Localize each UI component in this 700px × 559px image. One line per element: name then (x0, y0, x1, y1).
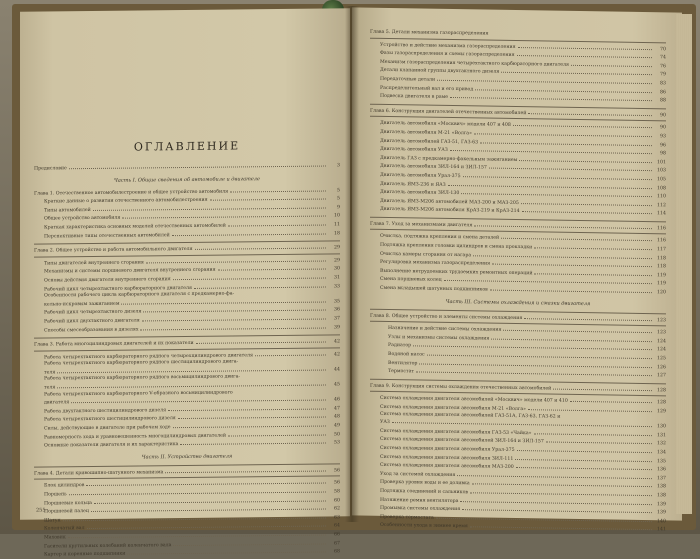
toc-entry-label: Система охлаждения двигателя автомобиля Урал-375 (380, 446, 515, 455)
toc-entry-label: теля (44, 370, 55, 377)
toc-entry-page: 137 (654, 476, 666, 483)
toc-entry-page: 141 (654, 527, 666, 534)
toc-entry-page: 35 (328, 299, 340, 306)
toc-entry-label: Двигатель автомобиля «Москвич» модели 407 и 408 (380, 121, 511, 130)
toc-entry-label: Типы двигателей внутреннего сгорания (44, 260, 144, 268)
toc-entry-page: 31 (328, 275, 340, 282)
toc-entry-label: Назначение и действие системы охлаждения (388, 326, 501, 334)
toc-entry-page: 134 (654, 450, 666, 457)
toc-entry-label: Водяной насос (388, 352, 425, 359)
toc-entry-label: Передаточные детали (380, 77, 435, 84)
chapter-title: Глава 4. Детали кривошипно-шатунного механизма (34, 470, 163, 478)
toc-entry-label: Коленчатый вал (44, 526, 85, 533)
toc-entry-page: 10 (328, 214, 340, 221)
toc-entry-label: Детали клапанной группы двухтактного дизеля (380, 68, 499, 76)
toc-entry-label: Термостат (388, 369, 414, 376)
toc-entry-label: Смена вкладышей шатунных подшипников (380, 286, 488, 294)
toc-entry-label: Равномерность хода и уравновешенность многоцилиндровых двигателей (44, 433, 226, 442)
toc-entry-label: Двигатель ГАЗ с предкамерно-факельным зажиганием (380, 156, 517, 165)
chapter-1-items (34, 195, 340, 241)
toc-entry-label: Двигатель автомобилей ГАЗ-51, ГАЗ-63 (380, 138, 478, 146)
toc-entry-label: Рабочий цикл четырехтактного карбюраторного двигателя (44, 285, 192, 293)
toc-entry-page: 64 (328, 524, 340, 531)
toc-entry-page: 108 (654, 186, 666, 193)
chapter-title: Глава 7. Уход за механизмами двигателя (370, 222, 472, 230)
toc-entry-label: Основные показатели двигателя и их характеристика (44, 442, 178, 450)
toc-entry-page: 139 (654, 502, 666, 509)
toc-entry-page: 79 (654, 73, 666, 80)
toc-entry-page: 18 (328, 231, 340, 238)
toc-entry-page: 129 (654, 409, 666, 416)
toc-entry-page: 66 (328, 532, 340, 539)
chapter-5-items (370, 40, 666, 105)
toc-entry-page: 76 (654, 64, 666, 71)
toc-entry-page: 74 (654, 55, 666, 62)
toc-entry-label: Натяжение ремня вентилятора (380, 497, 458, 505)
toc-entry-label: Краткая характеристика основных моделей отечественных автомобилей (44, 224, 226, 232)
chapter-5 (370, 30, 666, 105)
toc-entry-page: 62 (328, 507, 340, 514)
toc-entry-page: 118 (654, 264, 666, 271)
toc-entry-page: 103 (654, 168, 666, 175)
toc-entry-label: Силы, действующие в двигателе при рабочем ходе (44, 425, 171, 433)
toc-entry-label: Рабочий цикл двухтактного двигателя (44, 318, 140, 326)
toc-entry-label: Механизмы и системы поршневого двигателя внутреннего сгорания (44, 268, 216, 276)
chapter-8: Глава 8. Общее устройство и элементы системы охлаждения 123 Назначение и действие системы охлаждения 123 Узлы и механизмы системы охлаждения 124 Радиатор 124 Водяной насос 125 Вентилятор 126 Термостат 127 (370, 308, 666, 380)
toc-entry-label: Рабочий цикл четырехтактного дизеля (44, 310, 141, 318)
toc-entry-page: 46 (328, 398, 340, 405)
toc-entry-page: 5 (328, 197, 340, 204)
toc-entry-label: Работа двухтактного шестицилиндрового дизеля (44, 408, 166, 416)
toc-entry-label: Маховик (44, 535, 66, 542)
toc-entry-label: Радиатор (388, 343, 411, 350)
toc-entry-label: Устройство и действие механизма газораспределения (380, 42, 516, 51)
toc-entry-label: теля (44, 385, 55, 392)
toc-entry-label: Особенности ухода в зимнее время (380, 523, 468, 531)
toc-entry-page: 98 (654, 151, 666, 158)
part2-title: Часть II. Устройство двигателя (34, 451, 340, 463)
toc-entry-page: 116 (654, 239, 666, 246)
toc-entry-page: 132 (654, 441, 666, 448)
toc-entry-page: 128 (654, 401, 666, 408)
toc-entry-page: 120 (654, 290, 666, 297)
toc-entry-label: Проверка уровня воды и ее доливка (380, 480, 470, 488)
toc-entry-page: 88 (654, 98, 666, 105)
toc-entry-label: Поршневые кольца (44, 501, 92, 508)
toc-entry-page: 96 (654, 143, 666, 150)
toc-entry-label: Вентилятор (388, 361, 417, 368)
chapter-title: Глава 8. Общее устройство и элементы системы охлаждения (370, 313, 522, 322)
toc-entry-page: 39 (328, 325, 340, 332)
toc-entry-label: Способы смесеобразования в дизелях (44, 327, 138, 335)
folio: 255 (36, 507, 46, 513)
toc-entry-page: 60 (328, 498, 340, 505)
chapter-2: Глава 2. Общее устройство и работа автомобильного двигателя 29 Типы двигателей внутреннего сгорания 29 Механизмы и системы поршневого двигателя внутреннего сгорания 30 Основы действия двигателя внутреннего сгорания 31 Рабочий цикл четырехтактного карбюраторного двигателя 33 Особенности рабочего цикла карбюраторного двигателя с предкамерно-фа- кельно-искровым зажиганием 35 Рабочий цикл четырехтактного дизеля 36 Рабочий цикл двухтактного двигателя 37 Способы смесеобразования в дизелях 39 (34, 241, 340, 335)
chapter-title: Глава 9. Конструкция системы охлаждения отечественных автомобилей (370, 383, 551, 392)
toc-entry-page: 114 (654, 211, 666, 218)
toc-entry-label: Фазы газораспределения и схемы газораспределения (380, 51, 515, 60)
toc-entry-label: Промывка системы охлаждения (380, 506, 460, 514)
toc-entry-page: 36 (328, 308, 340, 315)
toc-entry-label: Узлы и механизмы системы охлаждения (388, 335, 489, 343)
toc-entry-label: Основы действия двигателя внутреннего сгорания (44, 277, 171, 285)
toc-entry-label: Картер и коренные подшипники (44, 552, 125, 559)
toc-entry-label: Выполнение нетрудоемких трудоемких ремонтных операций (380, 269, 532, 278)
toc-entry-page: 68 (328, 550, 340, 557)
toc-entry-label: Очистка, подтяжка крепления и смена деталей (380, 234, 499, 242)
toc-entry-page: 50 (328, 432, 340, 439)
toc-entry-page: 86 (654, 90, 666, 97)
toc-entry-label: Перспективные типы отечественных автомобилей (44, 233, 170, 241)
toc-entry-page: 29 (328, 258, 340, 265)
toc-entry-page: 67 (328, 541, 340, 548)
toc-entry-page: 110 (654, 194, 666, 201)
toc-entry-label: Поршневой палец (44, 509, 89, 516)
toc-entry-label: Работа четырехтактного карбюраторного рядного четырехцилиндрового двигателя (44, 353, 253, 362)
toc-entry-page: 130 (654, 424, 666, 431)
toc-entry-page: 101 (654, 160, 666, 167)
toc-entry-label: Механизм газораспределения четырехтактного карбюраторного двигателя (380, 60, 569, 70)
toc-entry-label: Двигатель автомобиля М-21 «Волга» (380, 130, 472, 138)
toc-entry-page: 45 (328, 382, 340, 389)
chapter-8-items (370, 324, 666, 380)
toc-entry-label: Работа четырехтактного карбюраторного рядного шестицилиндрового двига- (44, 360, 238, 369)
chapter-4: Глава 4. Детали кривошипно-шатунного механизма 56 Блок цилиндров 56 Поршень 58 Поршневые кольца 60 Поршневой палец 62 Шатун 63 Коленчатый вал 64 Маховик 66 Гасители крутильных колебаний коленчатого вала 67 Картер и коренные подшипники 68 (34, 463, 340, 559)
toc-entry-page: 93 (654, 134, 666, 141)
gutter-shadow (345, 6, 359, 522)
toc-entry-label: Система охлаждения двигателя автомобиля М-21 «Волга» (380, 405, 526, 414)
toc-entry-label: Подвеска двигателя в раме (380, 94, 448, 102)
toc-entry-label: Типы автомобилей (44, 208, 91, 215)
part3-title: Часть III. Системы охлаждения и смазки двигателя (370, 296, 666, 310)
chapter-7-items (370, 232, 666, 297)
toc-entry-page: 139 (654, 510, 666, 517)
toc-entry-page: 42 (328, 352, 340, 359)
toc-entry-label: Регулировка механизма газораспределения (380, 260, 490, 268)
toc-heading: ОГЛАВЛЕНИЕ (34, 138, 340, 154)
chapter-3-items (34, 350, 340, 450)
toc-entry-page: 117 (654, 247, 666, 254)
chapter-1: Глава 1. Отечественное автомобилестроение и общее устройство автомобиля 5 Краткие данные о развитии отечественного автомобилестроения 5 Типы автомобилей 9 Общее устройство автомобиля 10 Краткая характеристика основных моделей отечественных автомобилей 11 Перспективные типы отечественных автомобилей 18 (34, 186, 340, 241)
toc-entry-label: Работа четырехтактного карбюраторного рядного восьмицилиндрового двига- (44, 375, 240, 384)
toc-entry-page: 44 (328, 367, 340, 374)
preface-label: Предисловие (34, 166, 67, 173)
toc-entry-label: кельно-искровым зажиганием (44, 301, 119, 308)
toc-entry-page: 136 (654, 467, 666, 474)
chapter-title: Глава 5. Детали механизма газораспределения (370, 30, 489, 38)
chapter-4-items (34, 479, 340, 559)
toc-entry-page: 70 (654, 47, 666, 54)
toc-entry-page: 58 (328, 489, 340, 496)
chapter-7: Глава 7. Уход за механизмами двигателя 116 Очистка, подтяжка крепления и смена деталей 116 Подтяжка крепления головки цилиндров и смена прокладки 117 Очистка камеры сгорания от нагара 118 Регулировка механизма газораспределения 118 Выполнение нетрудоемких трудоемких ремонтных операций 119 Смена поршневых колец 119 Смена вкладышей шатунных подшипников 120 (370, 217, 666, 297)
toc-entry-label: двигателя (44, 400, 69, 407)
toc-entry-page: 105 (654, 177, 666, 184)
toc-entry-label: Система охлаждения двигателя автомобилей «Москвич» модели 407 и 410 (380, 396, 568, 406)
chapter-title: Глава 6. Конструкция двигателей отечественных автомобилей (370, 108, 526, 117)
toc-entry-label: Распределительный вал и его привод (380, 85, 473, 93)
toc-entry-label: Блок цилиндров (44, 483, 84, 490)
toc-entry-page: 125 (654, 356, 666, 363)
toc-entry-page: 118 (654, 256, 666, 263)
left-page (20, 8, 350, 519)
toc-entry-label: Общее устройство автомобиля (44, 216, 120, 223)
toc-entry-label: Работа четырехтактного шестицилиндрового дизеля (44, 417, 176, 425)
toc-entry-label: Двигатель автомобиля УАЗ (380, 147, 448, 155)
toc-entry-page: 63 (328, 515, 340, 522)
toc-entry-label: Подтяжка соединений и сальников (380, 489, 468, 497)
toc-entry-page: 9 (328, 205, 340, 212)
toc-entry-page: 119 (654, 282, 666, 289)
toc-entry-label: УАЗ (380, 420, 390, 427)
toc-entry-page: 123 (654, 330, 666, 337)
right-page (352, 7, 682, 520)
toc-entry-label: Краткие данные о развитии отечественного автомобилестроения (44, 198, 208, 206)
chapter-6-items (370, 119, 666, 218)
toc-entry-page: 90 (654, 125, 666, 132)
chapter-title: Глава 3. Работа многоцилиндровых двигателей и их показатели (34, 341, 194, 349)
toc-entry-page: 33 (328, 284, 340, 291)
chapter-title: Глава 1. Отечественное автомобилестроение и общее устройство автомобиля (34, 189, 228, 198)
toc-entry-label: Двигатель ЯМЗ-236 и ЯАЗ (380, 181, 446, 189)
toc-entry-label: Поршень (44, 492, 67, 499)
toc-entry-page: 135 (654, 459, 666, 466)
toc-entry-label: Система охлаждения двигателя автомобилей ЗИЛ-164 и ЗИЛ-157 (380, 437, 544, 446)
toc-entry-page: 37 (328, 316, 340, 323)
preface-line (34, 161, 340, 173)
toc-entry-label: Двигатель автомобиля ЗИЛ-130 (380, 190, 459, 198)
chapter-2-items (34, 256, 340, 335)
toc-entry-label: Подтяжка крепления головки цилиндров и смена прокладки (380, 243, 532, 252)
chapter-3: Глава 3. Работа многоцилиндровых двигателей и их показатели 42 Работа четырехтактного карбюраторного рядного четырехцилиндрового двигателя 42 Работа четырехтактного карбюраторного рядного шестицилиндрового двига- теля 44 Работа четырехтактного карбюраторного рядного восьмицилиндрового двига- теля 45 Работа четырехтактного карбюраторного V-образного восьмицилиндрового двигателя 46 Работа двухтактного шестицилиндрового дизеля 47 Работа четырехтактного шестицилиндрового дизеля 48 Силы, действующие в двигателе при рабочем ходе 49 Равномерность хода и уравновешенность многоцилиндровых двигателей 50 Основные показатели двигателя и их характеристика 53 (34, 334, 340, 450)
right-page-content (370, 8, 666, 521)
toc-entry-page: 30 (328, 267, 340, 274)
toc-entry-page: 48 (328, 415, 340, 422)
chapter-9: Глава 9. Конструкция системы охлаждения отечественных автомобилей 128 Система охлаждения двигателя автомобилей «Москвич» модели 407 и 410 128 Система охлаждения двигателя автомобиля М-21 «Волга» 129 Система охлаждения двигателя автомобилей ГАЗ-51А, ГАЗ-63, ГАЗ-62 и УАЗ 130 Система охлаждения двигателя автомобиля ГАЗ-53 «Чайка» 131 Система охлаждения двигателя автомобилей ЗИЛ-164 и ЗИЛ-157 132 Система охлаждения двигателя автомобиля Урал-375 134 Система охлаждения двигателя автомобиля ЗИЛ-111 135 Система охлаждения двигателя автомобиля МАЗ-200 136 Уход за системой охлаждения 137 Проверка уровня воды и ее доливка 138 Подтяжка соединений и сальников 138 Натяжение ремня вентилятора 139 Промывка системы охлаждения 139 Проверка термостата 140 Особенности ухода в зимнее время 141 (370, 378, 666, 534)
toc-entry-label: Особенности рабочего цикла карбюраторного двигателя с предкамерно-фа- (44, 292, 234, 301)
toc-entry-page: 140 (654, 519, 666, 526)
toc-entry-label: Двигатель ЯМЗ-М206 автомобиля КрАЗ-219 и КрАЗ-214 (380, 207, 520, 216)
toc-entry-page: 47 (328, 406, 340, 413)
preface-page: 3 (328, 163, 340, 170)
toc-entry-label: Двигатель ЯМЗ-М206 автомобилей МАЗ-200 и МАЗ-205 (380, 199, 519, 208)
toc-entry-label: Проверка термостата (380, 515, 434, 522)
toc-entry-label: Смена поршневых колец (380, 277, 442, 285)
toc-entry-page: 131 (654, 433, 666, 440)
chapter-title: Глава 2. Общее устройство и работа автомобильного двигателя (34, 247, 193, 255)
left-page-content (34, 8, 340, 519)
toc-entry-page: 138 (654, 484, 666, 491)
toc-entry-page: 112 (654, 203, 666, 210)
toc-entry-label: Система охлаждения двигателя автомобиля ГАЗ-53 «Чайка» (380, 429, 532, 438)
toc-entry-label: Шатун (44, 518, 61, 525)
toc-entry-page: 127 (654, 373, 666, 380)
toc-entry-page: 83 (654, 81, 666, 88)
toc-entry-page: 138 (654, 493, 666, 500)
toc-entry-page: 119 (654, 273, 666, 280)
page-edges (676, 14, 692, 514)
chapter-9-items (370, 394, 666, 534)
toc-entry-label: Двигатель автомобиля Урал-375 (380, 173, 461, 181)
toc-entry-label: Система охлаждения двигателя автомобилей ГАЗ-51А, ГАЗ-63, ГАЗ-62 и (380, 411, 560, 420)
toc-entry-page: 49 (328, 423, 340, 430)
toc-entry-label: Очистка камеры сгорания от нагара (380, 252, 471, 260)
toc-entry-page: 56 (328, 481, 340, 488)
part1-title: Часть I. Общие сведения об автомобиле и двигателе (34, 174, 340, 186)
toc-entry-label: Система охлаждения двигателя автомобиля ЗИЛ-111 (380, 454, 513, 463)
toc-entry-page: 124 (654, 348, 666, 355)
toc-entry-label: Работа четырехтактного карбюраторного V-образного восьмицилиндрового (44, 390, 233, 399)
toc-entry-page: 126 (654, 365, 666, 372)
toc-entry-page: 11 (328, 222, 340, 229)
chapter-6: Глава 6. Конструкция двигателей отечественных автомобилей 90 Двигатель автомобиля «Москвич» модели 407 и 408 90 Двигатель автомобиля М-21 «Волга» 93 Двигатель автомобилей ГАЗ-51, ГАЗ-63 96 Двигатель автомобиля УАЗ 98 Двигатель ГАЗ с предкамерно-факельным зажиганием 101 Двигатель автомобиля ЗИЛ-164 и ЗИЛ-157 103 Двигатель автомобиля Урал-375 105 Двигатель ЯМЗ-236 и ЯАЗ 108 Двигатель автомобиля ЗИЛ-130 110 Двигатель ЯМЗ-М206 автомобилей МАЗ-200 и МАЗ-205 112 Двигатель ЯМЗ-М206 автомобиля КрАЗ-219 и КрАЗ-214 114 (370, 103, 666, 218)
toc-entry-page: 124 (654, 339, 666, 346)
toc-entry-page: 53 (328, 441, 340, 448)
toc-entry-label: Уход за системой охлаждения (380, 472, 455, 480)
toc-entry-label: Двигатель автомобиля ЗИЛ-164 и ЗИЛ-157 (380, 164, 487, 172)
toc-entry-label: Система охлаждения двигателя автомобиля МАЗ-200 (380, 463, 514, 472)
toc-entry-label: Гасители крутильных колебаний коленчатого вала (44, 543, 171, 551)
